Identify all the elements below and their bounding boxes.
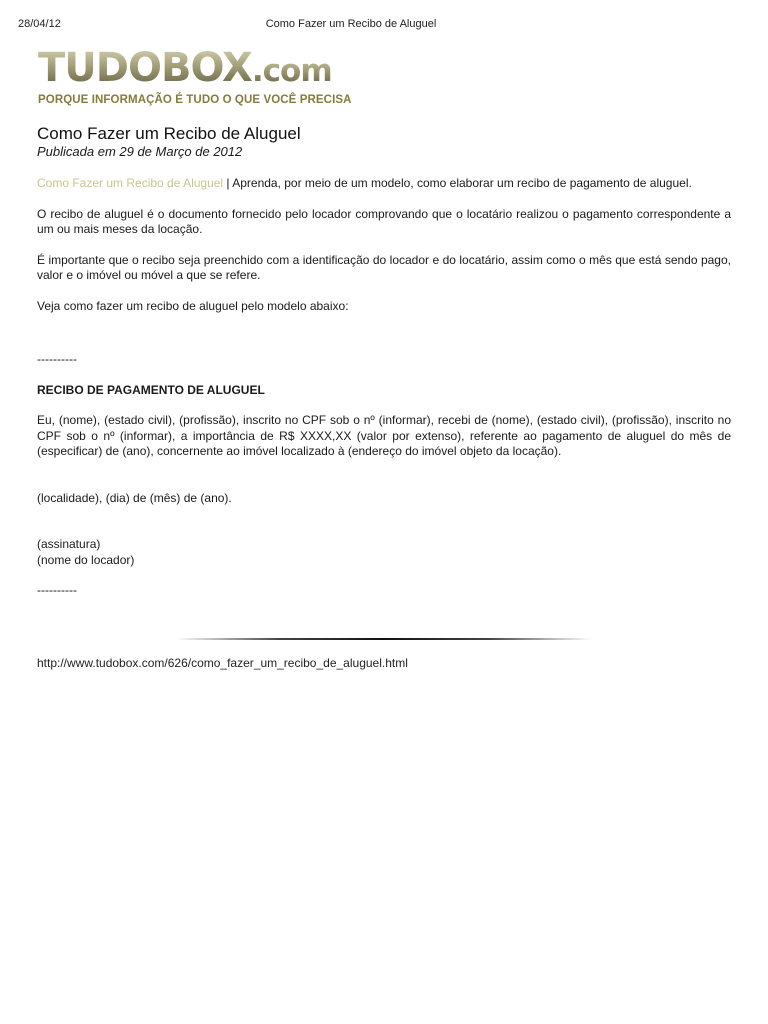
receipt-body: Eu, (nome), (estado civil), (profissão), inscrito no CPF sob o nº (informar), recebi de (nome), (estado civil), (profissão), inscrito no CPF sob o nº (informar), a importância de R$ XXXX,XX (valor por extenso), referente ao pagamento de aluguel do mês de (especificar) de (ano), concernente ao imóvel localizado à (endereço do imóvel objeto da locação). bbox=[37, 413, 731, 458]
article-title: Como Fazer um Recibo de Aluguel bbox=[37, 124, 301, 143]
print-date: 28/04/12 bbox=[18, 18, 61, 30]
print-header bbox=[0, 18, 768, 32]
receipt-signature: (assinatura) bbox=[37, 537, 101, 551]
site-logo[interactable] bbox=[38, 45, 332, 91]
article-lead-link[interactable]: Como Fazer um Recibo de Aluguel bbox=[37, 176, 224, 190]
page-divider bbox=[176, 638, 592, 640]
article-paragraph-4: Veja como fazer um recibo de aluguel pelo modelo abaixo: bbox=[37, 298, 349, 313]
source-url: http://www.tudobox.com/626/como_fazer_um_recibo_de_aluguel.html bbox=[37, 656, 408, 670]
site-tagline: PORQUE INFORMAÇÃO É TUDO O QUE VOCÊ PRECISA bbox=[38, 94, 352, 106]
receipt-landlord-name: (nome do locador) bbox=[37, 552, 135, 567]
article-paragraph-3: É importante que o recibo seja preenchido com a identificação do locador e do locatário, assim como o mês que está sendo pago, valor e o imóvel ou móvel a que se refere. bbox=[37, 252, 731, 282]
article-paragraph-2: O recibo de aluguel é o documento fornecido pelo locador comprovando que o locatário realizou o pagamento correspondente a um ou mais meses da locação. bbox=[37, 206, 731, 236]
logo-suffix: .com bbox=[251, 53, 332, 89]
separator-bottom: ---------- bbox=[37, 583, 77, 597]
article-lead-text: | Aprenda, por meio de um modelo, como elaborar um recibo de pagamento de aluguel. bbox=[223, 176, 692, 190]
print-title: Como Fazer um Recibo de Aluguel bbox=[265, 18, 437, 30]
article bbox=[37, 124, 731, 599]
receipt-title: RECIBO DE PAGAMENTO DE ALUGUEL bbox=[37, 382, 265, 397]
article-lead bbox=[37, 176, 731, 192]
article-published-date: Publicada em 29 de Março de 2012 bbox=[37, 144, 243, 159]
receipt-place-date: (localidade), (dia) de (mês) de (ano). bbox=[37, 490, 232, 505]
logo-wordmark: TUDOBOX bbox=[38, 45, 252, 91]
separator-top: ---------- bbox=[37, 352, 77, 366]
